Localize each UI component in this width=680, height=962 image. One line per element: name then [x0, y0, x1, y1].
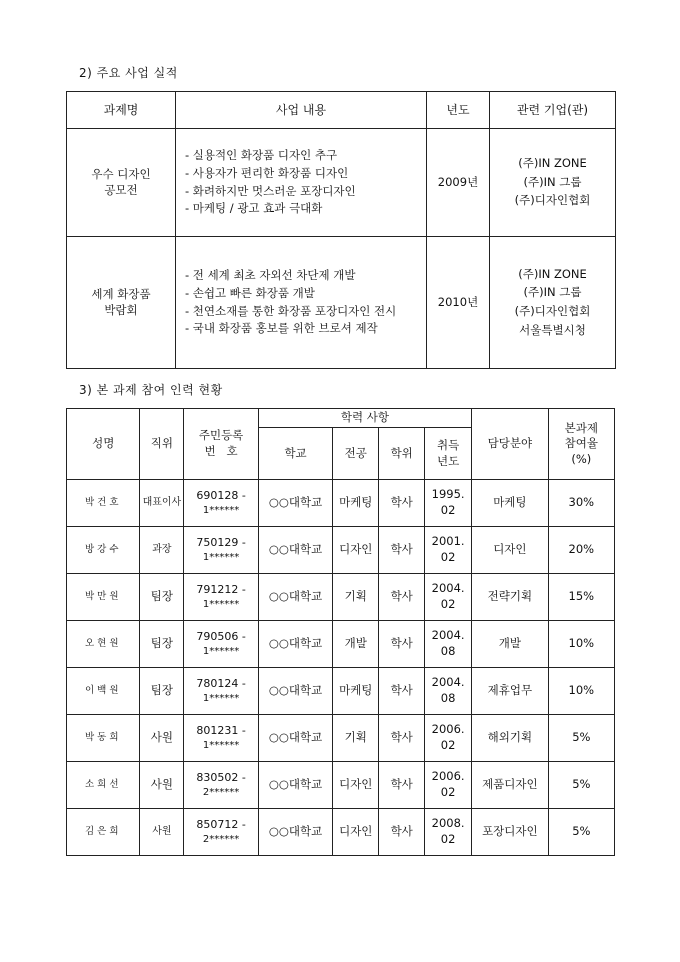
header-related-company: 관련 기업(관) [490, 92, 616, 129]
position-cell: 대표이사 [140, 480, 184, 527]
name-cell: 오현원 [67, 621, 140, 668]
orgs-cell [490, 237, 616, 369]
name-cell: 박건호 [67, 480, 140, 527]
participation-rate-cell: 5% [548, 762, 614, 809]
bullet-item: - 사용자가 편리한 화장품 디자인 [185, 165, 349, 180]
school-cell: ○○대학교 [258, 480, 332, 527]
acquired-year-cell [425, 621, 472, 668]
id-number-masked: 2****** [202, 786, 240, 798]
id-number-front: 690128 - [196, 489, 246, 503]
major-cell: 마케팅 [333, 480, 379, 527]
header-name: 성명 [67, 409, 140, 480]
bullet-item: - 손쉽고 빠른 화장품 개발 [185, 285, 315, 300]
header-education: 학력 사항 [258, 409, 471, 428]
school-cell: ○○대학교 [258, 809, 332, 856]
major-cell: 기획 [333, 574, 379, 621]
name-cell: 방강수 [67, 527, 140, 574]
acquired-month-line: 02 [440, 832, 456, 846]
header-acquired-year [425, 428, 472, 480]
position-cell: 사원 [140, 715, 184, 762]
bullet-item: - 전 세계 최초 자외선 차단제 개발 [185, 268, 356, 283]
project-name-line: 세계 화장품 [91, 286, 151, 301]
personnel-table [66, 408, 615, 856]
id-number-cell [184, 574, 258, 621]
school-cell: ○○대학교 [258, 668, 332, 715]
header-degree: 학위 [379, 428, 425, 480]
bullet-item: - 국내 화장품 홍보를 위한 브로셔 제작 [185, 321, 378, 336]
acquired-month-line: 08 [440, 644, 456, 658]
org-item: (주)디자인협회 [514, 193, 591, 208]
bullet-item: - 실용적인 화장품 디자인 추구 [185, 148, 338, 163]
acquired-year-line: 2004. [431, 581, 465, 596]
field-cell: 포장디자인 [472, 809, 549, 856]
id-number-masked: 2****** [202, 833, 240, 845]
major-cell: 디자인 [333, 809, 379, 856]
id-number-front: 750129 - [196, 536, 246, 550]
position-cell: 팀장 [140, 574, 184, 621]
bullet-item: - 화려하지만 멋스러운 포장디자인 [185, 183, 356, 198]
field-cell: 제품디자인 [472, 762, 549, 809]
acquired-year-line: 1995. [431, 487, 465, 502]
table-row [67, 527, 615, 574]
position-cell: 팀장 [140, 668, 184, 715]
school-cell: ○○대학교 [258, 574, 332, 621]
school-cell: ○○대학교 [258, 527, 332, 574]
project-name-line: 우수 디자인 [91, 166, 151, 181]
participation-rate-cell: 5% [548, 715, 614, 762]
acquired-year-cell [425, 715, 472, 762]
business-content-cell [176, 129, 427, 237]
org-item: (주)IN 그룹 [523, 174, 582, 189]
acquired-year-line: 2006. [431, 722, 465, 737]
acquired-year-cell [425, 527, 472, 574]
id-number-front: 791212 - [196, 583, 246, 597]
id-number-masked: 1****** [202, 739, 240, 751]
degree-cell: 학사 [379, 480, 425, 527]
acquired-year-line: 2001. [431, 534, 465, 549]
participation-rate-cell: 10% [548, 668, 614, 715]
field-cell: 해외기획 [472, 715, 549, 762]
id-number-masked: 1****** [202, 504, 240, 516]
major-cell: 디자인 [333, 762, 379, 809]
org-item: (주)IN ZONE [518, 156, 587, 171]
participation-rate-cell: 20% [548, 527, 614, 574]
field-cell: 개발 [472, 621, 549, 668]
year-cell: 2009년 [427, 129, 490, 237]
acquired-month-line: 02 [440, 503, 456, 517]
org-item: (주)IN ZONE [518, 266, 587, 281]
header-business-content: 사업 내용 [176, 92, 427, 129]
major-cell: 개발 [333, 621, 379, 668]
header-rate-line: 참여율 [564, 436, 598, 451]
name-cell: 김은희 [67, 809, 140, 856]
acquired-year-line: 2004. [431, 628, 465, 643]
degree-cell: 학사 [379, 668, 425, 715]
id-number-cell [184, 621, 258, 668]
field-cell: 디자인 [472, 527, 549, 574]
major-cell: 기획 [333, 715, 379, 762]
id-number-cell [184, 480, 258, 527]
acquired-year-line: 2008. [431, 816, 465, 831]
year-cell: 2010년 [427, 237, 490, 369]
name-cell: 소희선 [67, 762, 140, 809]
org-item: 서울특별시청 [519, 322, 586, 337]
acquired-year-cell [425, 809, 472, 856]
id-number-cell [184, 527, 258, 574]
id-number-cell [184, 715, 258, 762]
field-cell: 마케팅 [472, 480, 549, 527]
id-number-front: 850712 - [196, 818, 246, 832]
bullet-item: - 마케팅 / 광고 효과 극대화 [185, 201, 323, 216]
field-cell: 제휴업무 [472, 668, 549, 715]
table-row [67, 480, 615, 527]
degree-cell: 학사 [379, 527, 425, 574]
acquired-month-line: 02 [440, 550, 456, 564]
org-item: (주)IN 그룹 [523, 285, 582, 300]
acquired-year-line: 2004. [431, 675, 465, 690]
id-number-masked: 1****** [202, 551, 240, 563]
project-name-cell [67, 129, 176, 237]
name-cell: 박동희 [67, 715, 140, 762]
participation-rate-cell: 5% [548, 809, 614, 856]
table-row [67, 809, 615, 856]
project-name-line: 박람회 [104, 302, 138, 317]
bullet-item: - 천연소재를 통한 화장품 포장디자인 전시 [185, 303, 397, 318]
org-item: (주)디자인협회 [514, 304, 591, 318]
table-row [67, 129, 616, 237]
acquired-year-line: 2006. [431, 769, 465, 784]
name-cell: 박만원 [67, 574, 140, 621]
degree-cell: 학사 [379, 762, 425, 809]
school-cell: ○○대학교 [258, 621, 332, 668]
id-number-front: 830502 - [196, 771, 246, 785]
major-cell: 디자인 [333, 527, 379, 574]
header-id-line: 주민등록 [198, 428, 244, 443]
project-name-line: 공모전 [104, 182, 138, 197]
id-number-front: 780124 - [196, 677, 246, 691]
header-participation-rate [548, 409, 614, 480]
id-number-cell [184, 762, 258, 809]
acquired-year-cell [425, 668, 472, 715]
participation-rate-cell: 10% [548, 621, 614, 668]
header-project-name: 과제명 [67, 92, 176, 129]
business-content-cell [176, 237, 427, 369]
acquired-month-line: 02 [440, 597, 456, 611]
id-number-cell [184, 668, 258, 715]
header-acq-line: 취득 [437, 437, 460, 452]
header-id-number [184, 409, 258, 480]
id-number-masked: 1****** [202, 598, 240, 610]
acquired-month-line: 08 [440, 691, 456, 705]
id-number-masked: 1****** [202, 645, 240, 657]
acquired-month-line: 02 [440, 738, 456, 752]
position-cell: 과장 [140, 527, 184, 574]
header-rate-line: (%) [571, 451, 592, 466]
table-row [67, 762, 615, 809]
project-name-cell [67, 237, 176, 369]
position-cell: 팀장 [140, 621, 184, 668]
id-number-front: 801231 - [196, 724, 246, 738]
acquired-month-line: 02 [440, 785, 456, 799]
acquired-year-cell [425, 480, 472, 527]
acquired-year-cell [425, 762, 472, 809]
participation-rate-cell: 30% [548, 480, 614, 527]
table-row [67, 237, 616, 369]
name-cell: 이백원 [67, 668, 140, 715]
major-cell: 마케팅 [333, 668, 379, 715]
header-position: 직위 [140, 409, 184, 480]
table-row [67, 574, 615, 621]
degree-cell: 학사 [379, 621, 425, 668]
acquired-year-cell [425, 574, 472, 621]
header-school: 학교 [258, 428, 332, 480]
header-major: 전공 [333, 428, 379, 480]
id-number-cell [184, 809, 258, 856]
header-acq-line: 년도 [437, 453, 460, 468]
school-cell: ○○대학교 [258, 762, 332, 809]
section-2-title: 2) 주요 사업 실적 [79, 66, 178, 80]
table-row [67, 668, 615, 715]
position-cell: 사원 [140, 809, 184, 856]
section-3-title: 3) 본 과제 참여 인력 현황 [79, 383, 223, 397]
orgs-cell [490, 129, 616, 237]
table-row [67, 715, 615, 762]
header-rate-line: 본과제 [564, 420, 598, 435]
header-id-line: 번 호 [204, 444, 238, 458]
header-year: 년도 [427, 92, 490, 129]
id-number-masked: 1****** [202, 692, 240, 704]
header-field: 담당분야 [472, 409, 549, 480]
table-row [67, 621, 615, 668]
field-cell: 전략기획 [472, 574, 549, 621]
degree-cell: 학사 [379, 574, 425, 621]
participation-rate-cell: 15% [548, 574, 614, 621]
position-cell: 사원 [140, 762, 184, 809]
business-results-table [66, 91, 616, 369]
id-number-front: 790506 - [196, 630, 246, 644]
school-cell: ○○대학교 [258, 715, 332, 762]
degree-cell: 학사 [379, 715, 425, 762]
degree-cell: 학사 [379, 809, 425, 856]
